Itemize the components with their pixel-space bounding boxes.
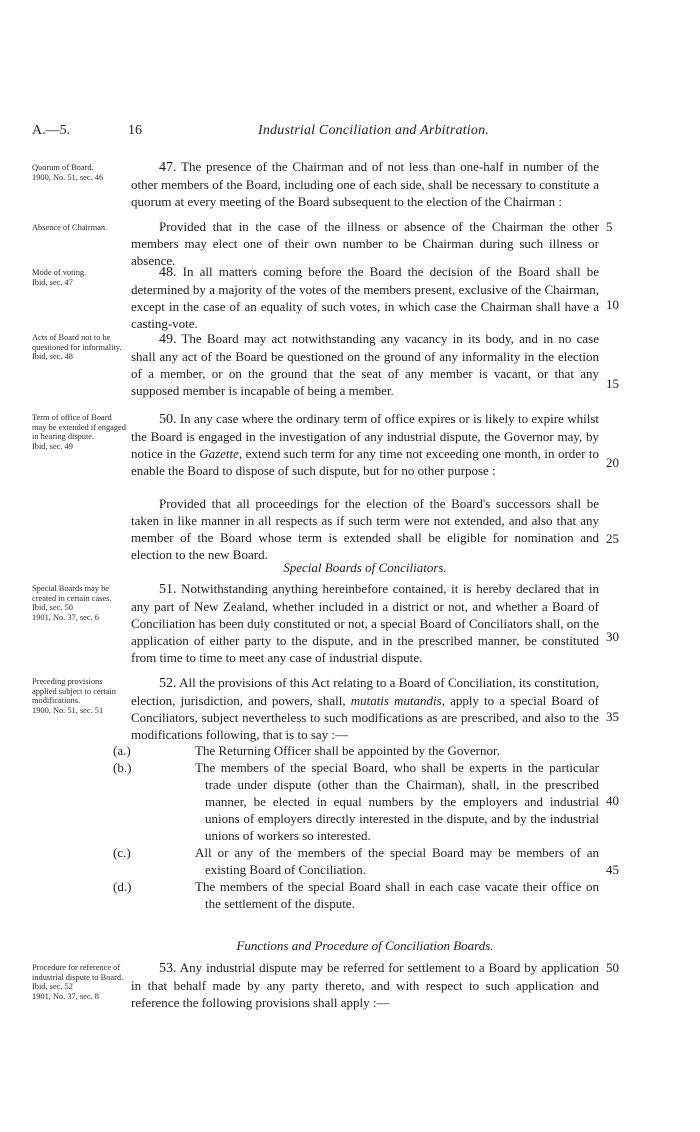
section-number: 49. [159,332,177,347]
margin-note-caption: Acts of Board not to be questioned for informality. [32,333,122,352]
section-number: 48. [159,265,177,280]
margin-note-49 [32,333,128,362]
section-text: All the provisions of this Act relating to a Board of Conciliation, its constitution, election, jurisdiction, and powers, shall, [131,675,599,708]
heading-functions-procedure: Functions and Procedure of Conciliation Boards. [236,938,494,953]
running-header [32,123,632,141]
clause-text: The Returning Officer shall be appointed by the Governor. [195,743,500,758]
line-number: 20 [606,455,619,470]
section-number: 47. [159,160,177,175]
section-text: The Board may act notwithstanding any vacancy in its body, and in no case shall any act of the Board be questioned on the ground of any informality in the election of a member, or on the ground that the seat of any member is vacant, or that any supposed member is incapable of being a member. [131,331,599,398]
section-text-cont: , apply to a special Board of Conciliators, subject nevertheless to such modifications as are prescribed, and also to the modifications following, that is to say :— [131,693,599,742]
margin-note-48 [32,268,128,287]
clause-d: (d.) The members of the special Board shall in each case vacate their office on the settlement of the dispute. [113,879,599,911]
section-text: Notwithstanding anything hereinbefore contained, it is hereby declared that in any part of New Zealand, whether included in a district or not, and whether a Board of Conciliation has been duly constituted or not, a special Board of Conciliators shall, on the application of either party to the dispute, and in the prescribed manner, be constituted from time to time to meet any case of industrial dispute. [131,581,599,665]
margin-note-caption: Mode of voting. [32,268,87,277]
section-number: 52. [159,676,177,691]
margin-note-source: 1901, No. 37, sec. 6 [32,612,99,622]
line-number: 45 [606,862,619,877]
margin-note-caption: Term of office of Board may be extended if engaged in hearing dispute. [32,413,126,442]
section-text: Any industrial dispute may be referred for settlement to a Board by application in that behalf made by any party thereto, and with respect to such application and reference the following provisions shall apply :— [131,960,599,1010]
margin-note-52 [32,677,128,715]
section-47-proviso [131,218,599,269]
section-number: 53. [159,961,177,976]
section-50-proviso [131,495,599,563]
margin-note-source: Ibid, sec. 48 [32,352,73,362]
proviso-text: Provided that all proceedings for the election of the Board's successors shall be taken in like manner in all respects as if such term were not extended, and also that any member of the Board whose term is extended shall be eligible for nomination and election to the new Board. [131,496,599,562]
margin-note-51 [32,584,128,622]
margin-note-caption: Quorum of Board. [32,163,94,172]
line-number: 40 [606,793,619,808]
document-reference: A.—5. [32,123,71,138]
clause-b: (b.) The members of the special Board, who shall be experts in the particular trade under dispute (other than the Chairman), shall, in the prescribed manner, be elected in equal numbers by the employers and industrial unions of employers directly interested in the dispute, and by the industrial unions of workers so interested. [113,760,599,843]
line-number: 35 [606,709,619,724]
line-number: 25 [606,531,619,546]
clause-text: All or any of the members of the special Board may be members of an existing Board of Conciliation. [195,845,599,877]
margin-note-source: 1901, No. 37, sec. 8 [32,991,99,1001]
section-number: 50. [159,412,177,427]
section-text: The presence of the Chairman and of not less than one-half in number of the other members of the Board, including one of each side, shall be necessary to constitute a quorum at every meeting of the Board subsequent to the election of the Chairman : [131,159,599,209]
section-text-cont: , extend such term for any time not exceeding one month, in order to enable the Board to dispose of such dispute, but for no other purpose : [131,446,599,478]
margin-note-source: Ibid, sec. 49 [32,441,73,451]
section-53 [131,959,599,1011]
heading-special-boards: Special Boards of Conciliators. [283,560,447,575]
margin-note-source: Ibid, sec. 47 [32,277,73,287]
section-number: 51. [159,582,177,597]
margin-note-50 [32,413,128,451]
section-51 [131,580,599,666]
clause-c: (c.) All or any of the members of the special Board may be members of an existing Board of Conciliation. [113,845,599,877]
clause-text: The members of the special Board shall in each case vacate their office on the settlement of the dispute. [195,879,599,911]
margin-note-caption: Special Boards may be created in certain cases. [32,584,112,603]
section-52 [131,674,599,743]
line-number: 5 [606,219,613,234]
line-number: 15 [606,376,619,391]
line-number: 30 [606,629,619,644]
proviso-text: Provided that in the case of the illness or absence of the Chairman the other members may elect one of their own number to be Chairman during such illness or absence. [131,219,599,268]
section-48 [131,263,599,332]
section-text: In any case where the ordinary term of office expires or is likely to expire whilst the Board is engaged in the investigation of any industrial dispute, the Governor may, by notice in the [131,411,599,461]
margin-note-source: 1900, No. 51, sec. 46 [32,172,104,182]
clause-text: The members of the special Board, who shall be experts in the particular trade under dispute (other than the Chairman), shall, in the prescribed manner, be elected in equal numbers by the employers and industrial unions of employers directly interested in the dispute, and by the industrial unions of workers so interested. [195,760,599,843]
clause-a: (a.) The Returning Officer shall be appointed by the Governor. [113,743,500,758]
line-number: 10 [606,297,619,312]
margin-note-47-proviso [32,223,128,233]
section-text: In all matters coming before the Board the decision of the Board shall be determined by a majority of the votes of the members present, exclusive of the Chairman, except in the case of an equality of such votes, in which case the Chairman shall have a casting-vote. [131,264,599,331]
section-47 [131,158,599,210]
page-number: 16 [128,123,142,138]
margin-note-caption: Preceding provisions applied subject to certain modifications. [32,677,116,706]
running-title: Industrial Conciliation and Arbitration. [258,123,489,138]
section-49 [131,330,599,399]
line-number: 50 [606,960,619,975]
margin-note-53 [32,963,128,1001]
gazette-italic: Gazette [199,446,239,461]
margin-note-source: 1900, No. 51, sec. 51 [32,705,104,715]
margin-note-source: Ibid, sec. 52 [32,982,73,992]
margin-note-source: Ibid, sec. 50 [32,603,73,613]
margin-note-caption: Procedure for reference of industrial dispute to Board. [32,963,124,982]
mutatis-mutandis-italic: mutatis mutandis [350,693,442,708]
margin-note-47 [32,163,128,182]
section-50 [131,410,599,479]
margin-note-caption: Absence of Chairman. [32,223,108,232]
